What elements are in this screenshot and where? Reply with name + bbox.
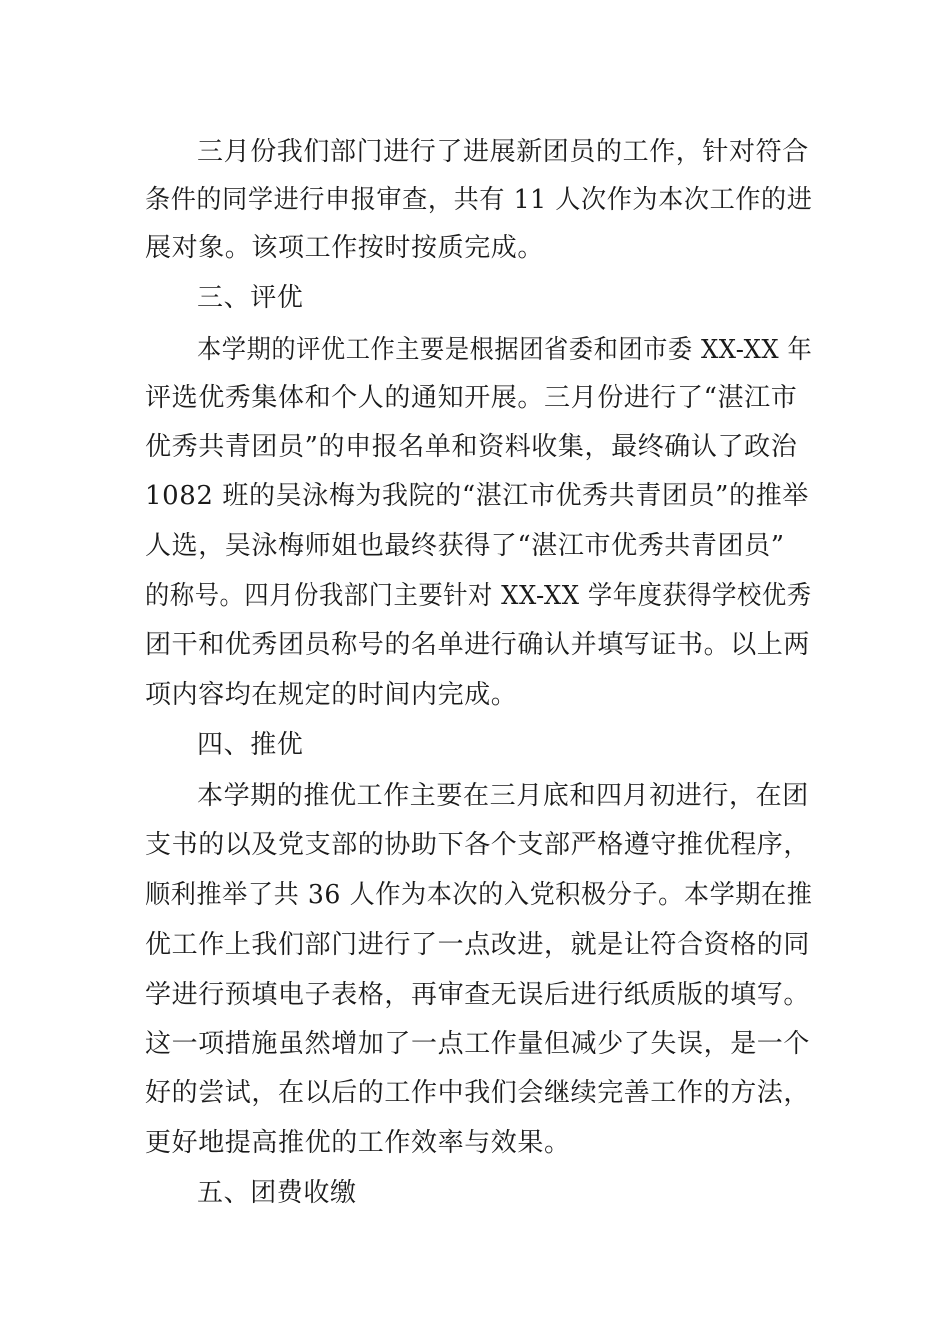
paragraph-line: 团干和优秀团员称号的名单进行确认并填写证书。以上两 xyxy=(145,630,811,660)
paragraph-line: 1082 班的吴泳梅为我院的“湛江市优秀共青团员”的推举 xyxy=(145,481,809,511)
paragraph-line: 优秀共青团员”的申报名单和资料收集，最终确认了政治 xyxy=(145,432,798,462)
paragraph-line: 评选优秀集体和个人的通知开展。三月份进行了“湛江市 xyxy=(145,383,798,413)
paragraph-line: 项内容均在规定的时间内完成。 xyxy=(145,680,518,710)
section-heading: 三、评优 xyxy=(197,283,304,313)
paragraph-line: 好的尝试，在以后的工作中我们会继续完善工作的方法， xyxy=(145,1078,811,1108)
paragraph-line: 本学期的评优工作主要是根据团省委和团市委 XX-XX 年 xyxy=(197,335,813,365)
paragraph-line: 人选，吴泳梅师姐也最终获得了“湛江市优秀共青团员” xyxy=(145,531,785,561)
paragraph-line: 顺利推举了共 36 人作为本次的入党积极分子。本学期在推 xyxy=(145,880,813,910)
paragraph-line: 更好地提高推优的工作效率与效果。 xyxy=(145,1128,571,1158)
paragraph-line: 学进行预填电子表格，再审查无误后进行纸质版的填写。 xyxy=(145,980,811,1010)
paragraph-line: 展对象。该项工作按时按质完成。 xyxy=(145,233,545,263)
paragraph-line: 本学期的推优工作主要在三月底和四月初进行，在团 xyxy=(197,781,809,811)
paragraph-line: 的称号。四月份我部门主要针对 XX-XX 学年度获得学校优秀 xyxy=(145,581,812,611)
paragraph-line: 这一项措施虽然增加了一点工作量但减少了失误，是一个 xyxy=(145,1029,811,1059)
paragraph-line: 三月份我们部门进行了进展新团员的工作，针对符合 xyxy=(197,137,809,167)
paragraph-line: 优工作上我们部门进行了一点改进，就是让符合资格的同 xyxy=(145,930,811,960)
paragraph-line: 条件的同学进行申报审查，共有 11 人次作为本次工作的进 xyxy=(145,185,813,215)
section-heading: 四、推优 xyxy=(197,730,304,760)
section-heading: 五、团费收缴 xyxy=(197,1178,357,1208)
paragraph-line: 支书的以及党支部的协助下各个支部严格遵守推优程序， xyxy=(145,830,811,860)
